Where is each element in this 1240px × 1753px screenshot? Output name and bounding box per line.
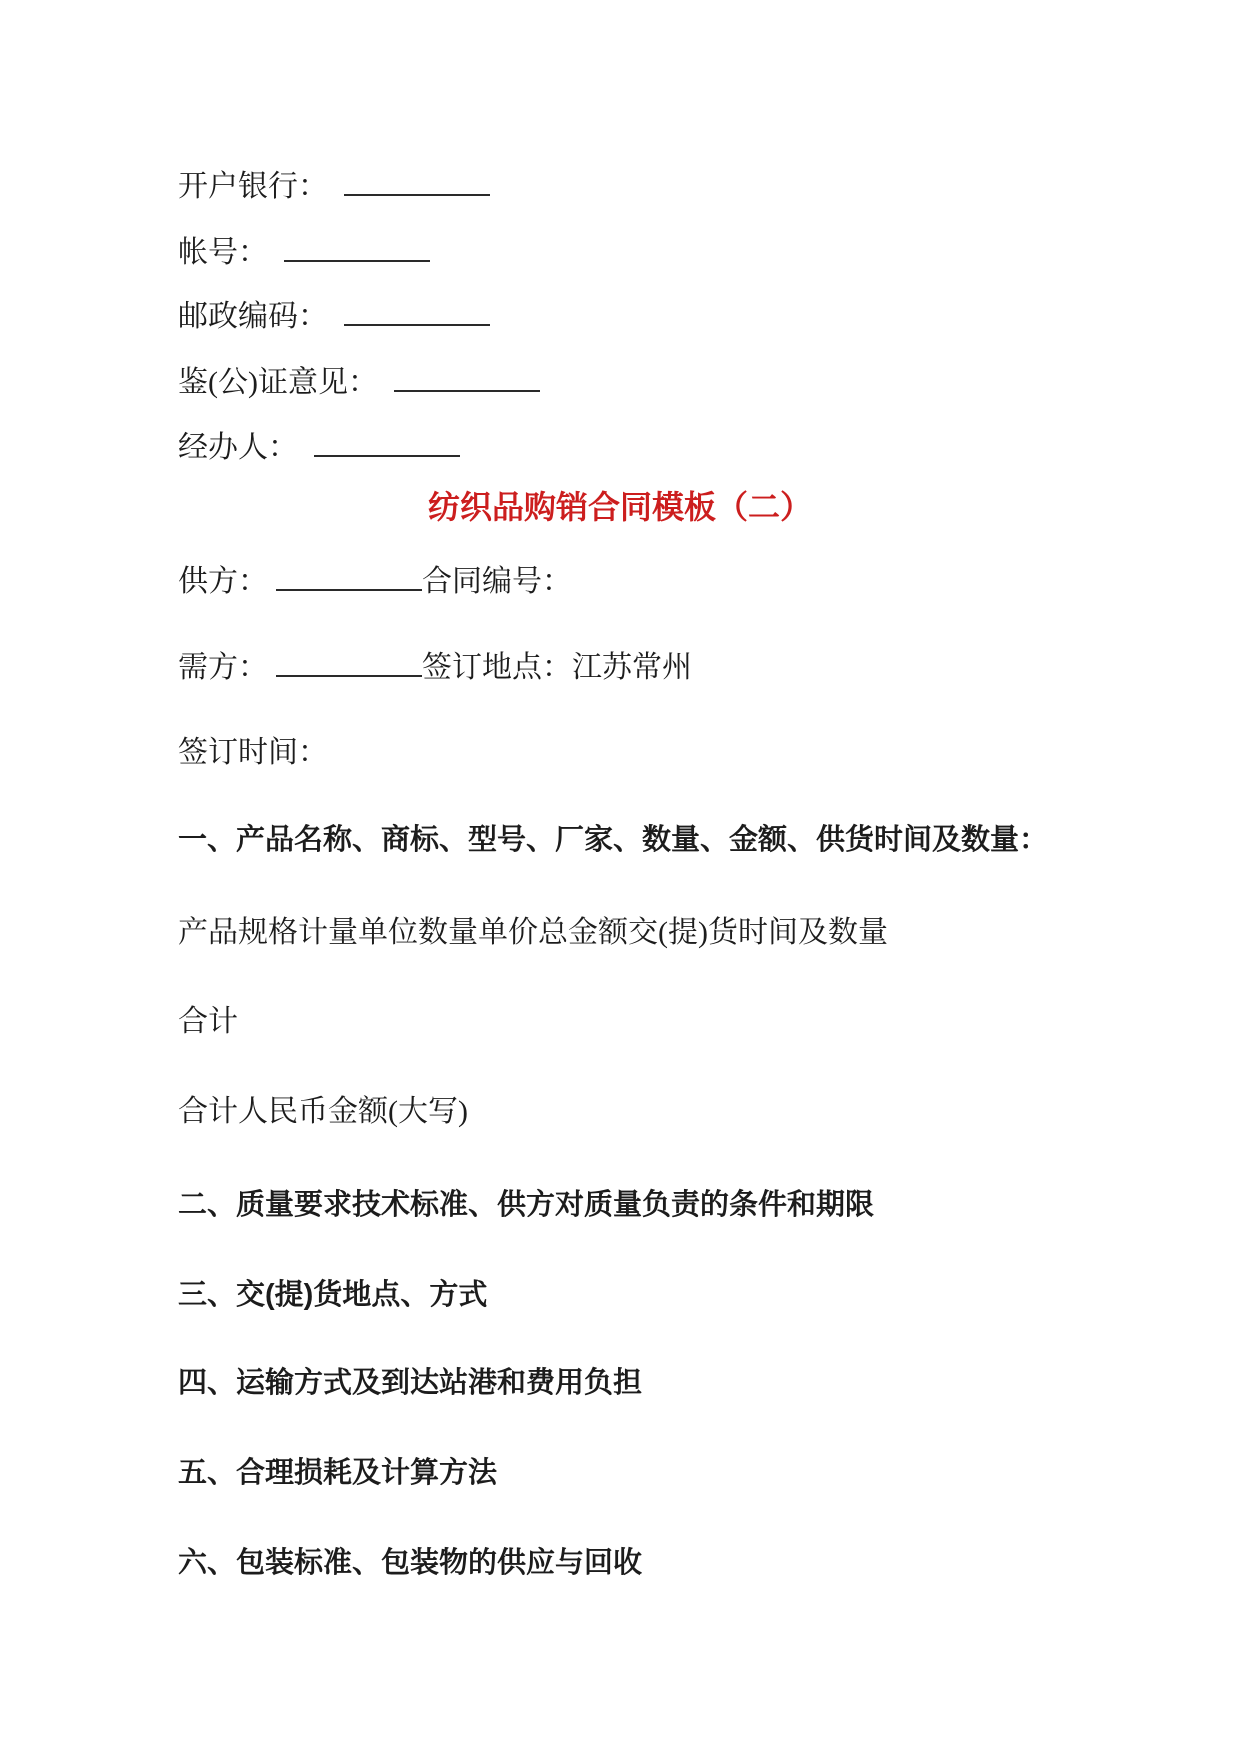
sign-time-label: 签订时间：	[178, 736, 328, 769]
section-4-heading: 四、运输方式及到达站港和费用负担	[178, 1367, 643, 1399]
total-amount-words-line: 合计人民币金额(大写)	[178, 1095, 468, 1128]
postal-code-label: 邮政编码：	[178, 300, 328, 333]
buyer-line	[178, 643, 692, 683]
postal-code-field-line	[178, 292, 490, 332]
sign-place-label: 签订地点：江苏常州	[422, 651, 692, 684]
section-1-heading: 一、产品名称、商标、型号、厂家、数量、金额、供货时间及数量：	[178, 824, 1049, 856]
total-line: 合计	[178, 1005, 238, 1038]
section-5-heading: 五、合理损耗及计算方法	[178, 1457, 498, 1489]
document-title: 纺织品购销合同模板（二）	[427, 489, 812, 525]
notarization-opinion-field-line	[178, 358, 540, 398]
blank-underline[interactable]	[344, 292, 490, 326]
bank-name-field-line	[178, 162, 490, 202]
product-spec-header-line: 产品规格计量单位数量单价总金额交(提)货时间及数量	[178, 916, 888, 949]
sign-time-line	[178, 733, 328, 773]
blank-underline[interactable]	[344, 162, 490, 196]
contract-no-label: 合同编号：	[422, 565, 572, 598]
blank-underline[interactable]	[394, 358, 540, 392]
section-6-heading: 六、包装标准、包装物的供应与回收	[178, 1547, 643, 1579]
notarization-opinion-label: 鉴(公)证意见：	[178, 366, 378, 399]
handler-field-line	[178, 423, 460, 463]
supplier-label: 供方：	[178, 565, 268, 598]
buyer-label: 需方：	[178, 651, 268, 684]
blank-underline[interactable]	[276, 557, 422, 591]
bank-name-label: 开户银行：	[178, 170, 328, 203]
account-number-field-line	[178, 228, 430, 268]
section-3-heading: 三、交(提)货地点、方式	[178, 1279, 488, 1311]
blank-underline[interactable]	[284, 228, 430, 262]
blank-underline[interactable]	[276, 643, 422, 677]
account-number-label: 帐号：	[178, 236, 268, 269]
blank-underline[interactable]	[314, 423, 460, 457]
handler-label: 经办人：	[178, 431, 298, 464]
section-2-heading: 二、质量要求技术标准、供方对质量负责的条件和期限	[178, 1189, 875, 1221]
supplier-line	[178, 557, 572, 597]
